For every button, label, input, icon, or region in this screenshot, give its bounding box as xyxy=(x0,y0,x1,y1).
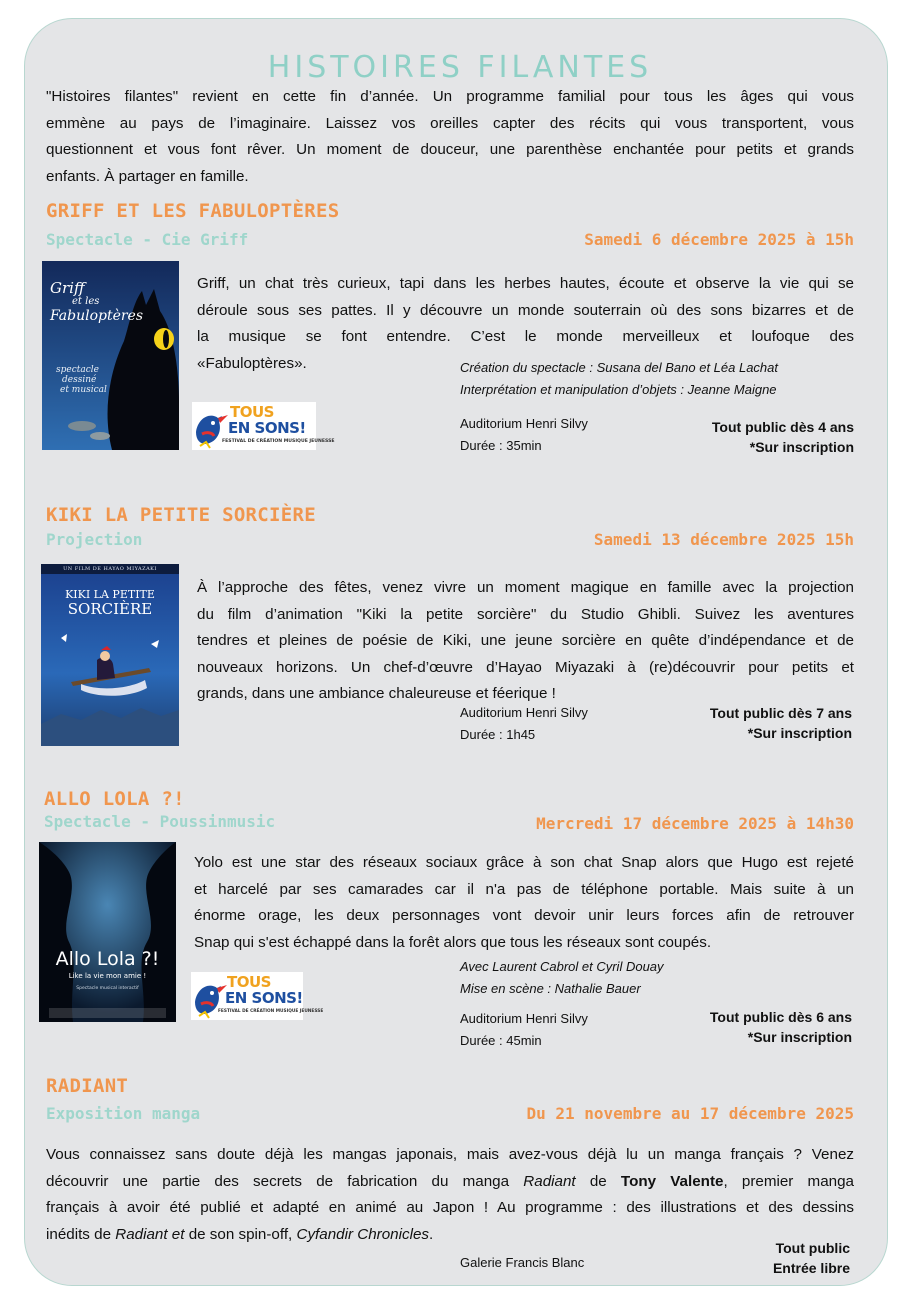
event-duration: Durée : 35min xyxy=(460,438,542,453)
event-venue-block xyxy=(460,1008,588,1052)
logo-text: EN SONS! xyxy=(228,419,306,437)
event-duration: Durée : 45min xyxy=(460,1033,542,1048)
event-duration: Durée : 1h45 xyxy=(460,727,536,742)
event-credits xyxy=(460,956,664,1000)
kiki-poster xyxy=(41,564,179,746)
logo-tagline: FESTIVAL DE CRÉATION MUSIQUE JEUNESSE xyxy=(218,1009,324,1014)
logo-text: TOUS xyxy=(230,403,274,421)
event-subtitle: Spectacle - Cie Griff xyxy=(46,230,249,249)
logo-tagline: FESTIVAL DE CRÉATION MUSIQUE JEUNESSE xyxy=(222,439,335,444)
intro-paragraph xyxy=(46,84,854,190)
event-audience: Tout public dès 6 ans xyxy=(709,1009,852,1025)
event-subtitle: Projection xyxy=(46,530,143,549)
event-audience: Tout public dès 4 ans xyxy=(711,419,854,435)
tous-en-sons-logo xyxy=(192,402,335,450)
event-date: Mercredi 17 décembre 2025 à 14h30 xyxy=(536,814,854,833)
description-line: découvrir une partie des secrets de fabrication du manga Radiant de Tony Valente, premier manga xyxy=(46,1172,854,1190)
event-venue: Auditorium Henri Silvy xyxy=(460,416,588,431)
event-audience-block xyxy=(710,1007,852,1047)
description-line: grands, dans une ambiance chaleureuse et féerique ! xyxy=(197,685,556,702)
allo-lola-poster xyxy=(39,842,176,1022)
description-line: «Fabuloptères». xyxy=(197,354,307,372)
logo-text: TOUS xyxy=(227,973,271,991)
description-line: et harcelé par ses camarades car il n'a pas de téléphone portable. Mais suite à un xyxy=(194,880,854,898)
description-line: nouveaux horizons. Un chef-d’œuvre d’Hayao Miyazaki à (re)découvrir pour petits et xyxy=(197,658,854,676)
event-date: Samedi 13 décembre 2025 15h xyxy=(593,530,854,549)
event-date: Samedi 6 décembre 2025 à 15h xyxy=(584,230,854,249)
description-line: déroule sous ses pattes. Il y découvre un monde souterrain où des sons bizarres et de xyxy=(197,301,854,319)
description-line: du film d’animation "Kiki la petite sorcière" du Studio Ghibli. Suivez les aventures xyxy=(197,605,854,623)
event-registration: *Sur inscription xyxy=(747,725,852,741)
event-audience: Tout public dès 7 ans xyxy=(709,705,852,721)
poster-small-text: Spectacle musical interactif xyxy=(76,986,139,991)
manga-title: Radiant et xyxy=(115,1225,185,1243)
author-name: Tony Valente xyxy=(620,1172,724,1190)
description-line: Snap qui s'est échappé dans la forêt alors que tous les réseaux sont coupés. xyxy=(194,933,712,951)
event-date: Du 21 novembre au 17 décembre 2025 xyxy=(526,1104,854,1123)
intro-line: "Histoires filantes" revient en cette fin d’année. Un programme familial pour tous les âges qui vous xyxy=(46,88,854,105)
event-audience-block xyxy=(712,417,854,457)
intro-line: emmène au pays de l’imaginaire. Laissez vos oreilles capter des récits qui vous transportent, vous xyxy=(46,114,854,132)
event-title: GRIFF ET LES FABULOPTÈRES xyxy=(46,200,340,222)
description-line: Griff, un chat très curieux, tapi dans les herbes hautes, écoute et observe la vie qui se xyxy=(197,275,854,292)
poster-title: et les xyxy=(72,296,100,307)
description-line: français à avoir été publié et adapté en animé au Japon ! Au programme : des illustrations et des dessins xyxy=(46,1199,854,1216)
event-description xyxy=(197,575,854,708)
event-venue: Auditorium Henri Silvy xyxy=(460,1011,588,1026)
tous-en-sons-logo xyxy=(191,972,324,1020)
poster-title: SORCIÈRE xyxy=(67,600,153,618)
credit-line: Création du spectacle : Susana del Bano et Léa Lachat xyxy=(460,360,778,375)
poster-title: KIKI LA PETITE xyxy=(65,588,155,601)
credit-line: Avec Laurent Cabrol et Cyril Douay xyxy=(460,959,664,974)
intro-line: questionnent et vous font rêver. Un moment de douceur, une parenthèse enchantée pour petits et grands xyxy=(46,141,854,158)
event-subtitle: Exposition manga xyxy=(46,1104,201,1123)
event-description xyxy=(194,850,854,956)
intro-line: enfants. À partager en famille. xyxy=(46,167,249,185)
event-description xyxy=(46,1142,854,1248)
description-line: À l’approche des fêtes, venez vivre un moment magique en famille avec la projection xyxy=(197,579,854,596)
event-registration: Entrée libre xyxy=(772,1260,850,1276)
poster-caption: spectacle xyxy=(56,365,99,375)
event-venue-block xyxy=(460,413,588,457)
poster-top-text: UN FILM DE HAYAO MIYAZAKI xyxy=(63,566,157,572)
poster-tagline: Like la vie mon amie ! xyxy=(68,972,147,980)
page-title: HISTOIRES FILANTES xyxy=(267,50,653,86)
event-credits xyxy=(460,357,778,401)
event-subtitle: Spectacle - Poussinmusic xyxy=(44,812,276,831)
event-title: ALLO LOLA ?! xyxy=(44,788,185,810)
description-line: inédits de Radiant et de son spin-off, Cyfandir Chronicles. xyxy=(46,1225,434,1243)
manga-title: Radiant xyxy=(523,1172,576,1190)
description-line: énorme orage, les deux personnages vont devoir unir leurs forces afin de retrouver xyxy=(194,907,854,924)
description-line: Vous connaissez sans doute déjà les mangas japonais, mais avez-vous déjà lu un manga français ? Venez xyxy=(46,1146,854,1163)
poster-caption: dessiné xyxy=(62,375,97,385)
manga-title: Cyfandir Chronicles xyxy=(296,1225,430,1243)
description-line: tendres et pleines de poésie de Kiki, une jeune sorcière en quête d’indépendance et de xyxy=(197,632,854,649)
poster-title: Fabuloptères xyxy=(50,308,144,324)
event-venue: Auditorium Henri Silvy xyxy=(460,705,588,720)
event-venue-block xyxy=(460,702,588,746)
credit-line: Interprétation et manipulation d’objets : Jeanne Maigne xyxy=(460,382,777,397)
event-audience-block xyxy=(773,1238,850,1278)
event-title: KIKI LA PETITE SORCIÈRE xyxy=(46,504,316,526)
poster-title: Allo Lola ?! xyxy=(55,948,160,970)
description-line: Yolo est une star des réseaux sociaux grâce à son chat Snap alors que Hugo est rejeté xyxy=(194,854,854,871)
event-audience: Tout public xyxy=(775,1240,850,1256)
allo-lola-poster-art xyxy=(39,842,176,1022)
logo-text: EN SONS! xyxy=(225,989,303,1007)
description-line: la musique se font entendre. C’est le monde merveilleux et loufoque des xyxy=(197,328,854,345)
event-registration: *Sur inscription xyxy=(747,1029,852,1045)
event-title: RADIANT xyxy=(46,1075,129,1097)
event-audience-block xyxy=(710,703,852,743)
event-registration: *Sur inscription xyxy=(749,439,854,455)
poster-caption: et musical xyxy=(60,385,107,395)
poster-title: Griff xyxy=(50,279,85,297)
credit-line: Mise en scène : Nathalie Bauer xyxy=(460,981,641,996)
griff-poster xyxy=(42,261,179,450)
event-venue: Galerie Francis Blanc xyxy=(460,1255,585,1270)
